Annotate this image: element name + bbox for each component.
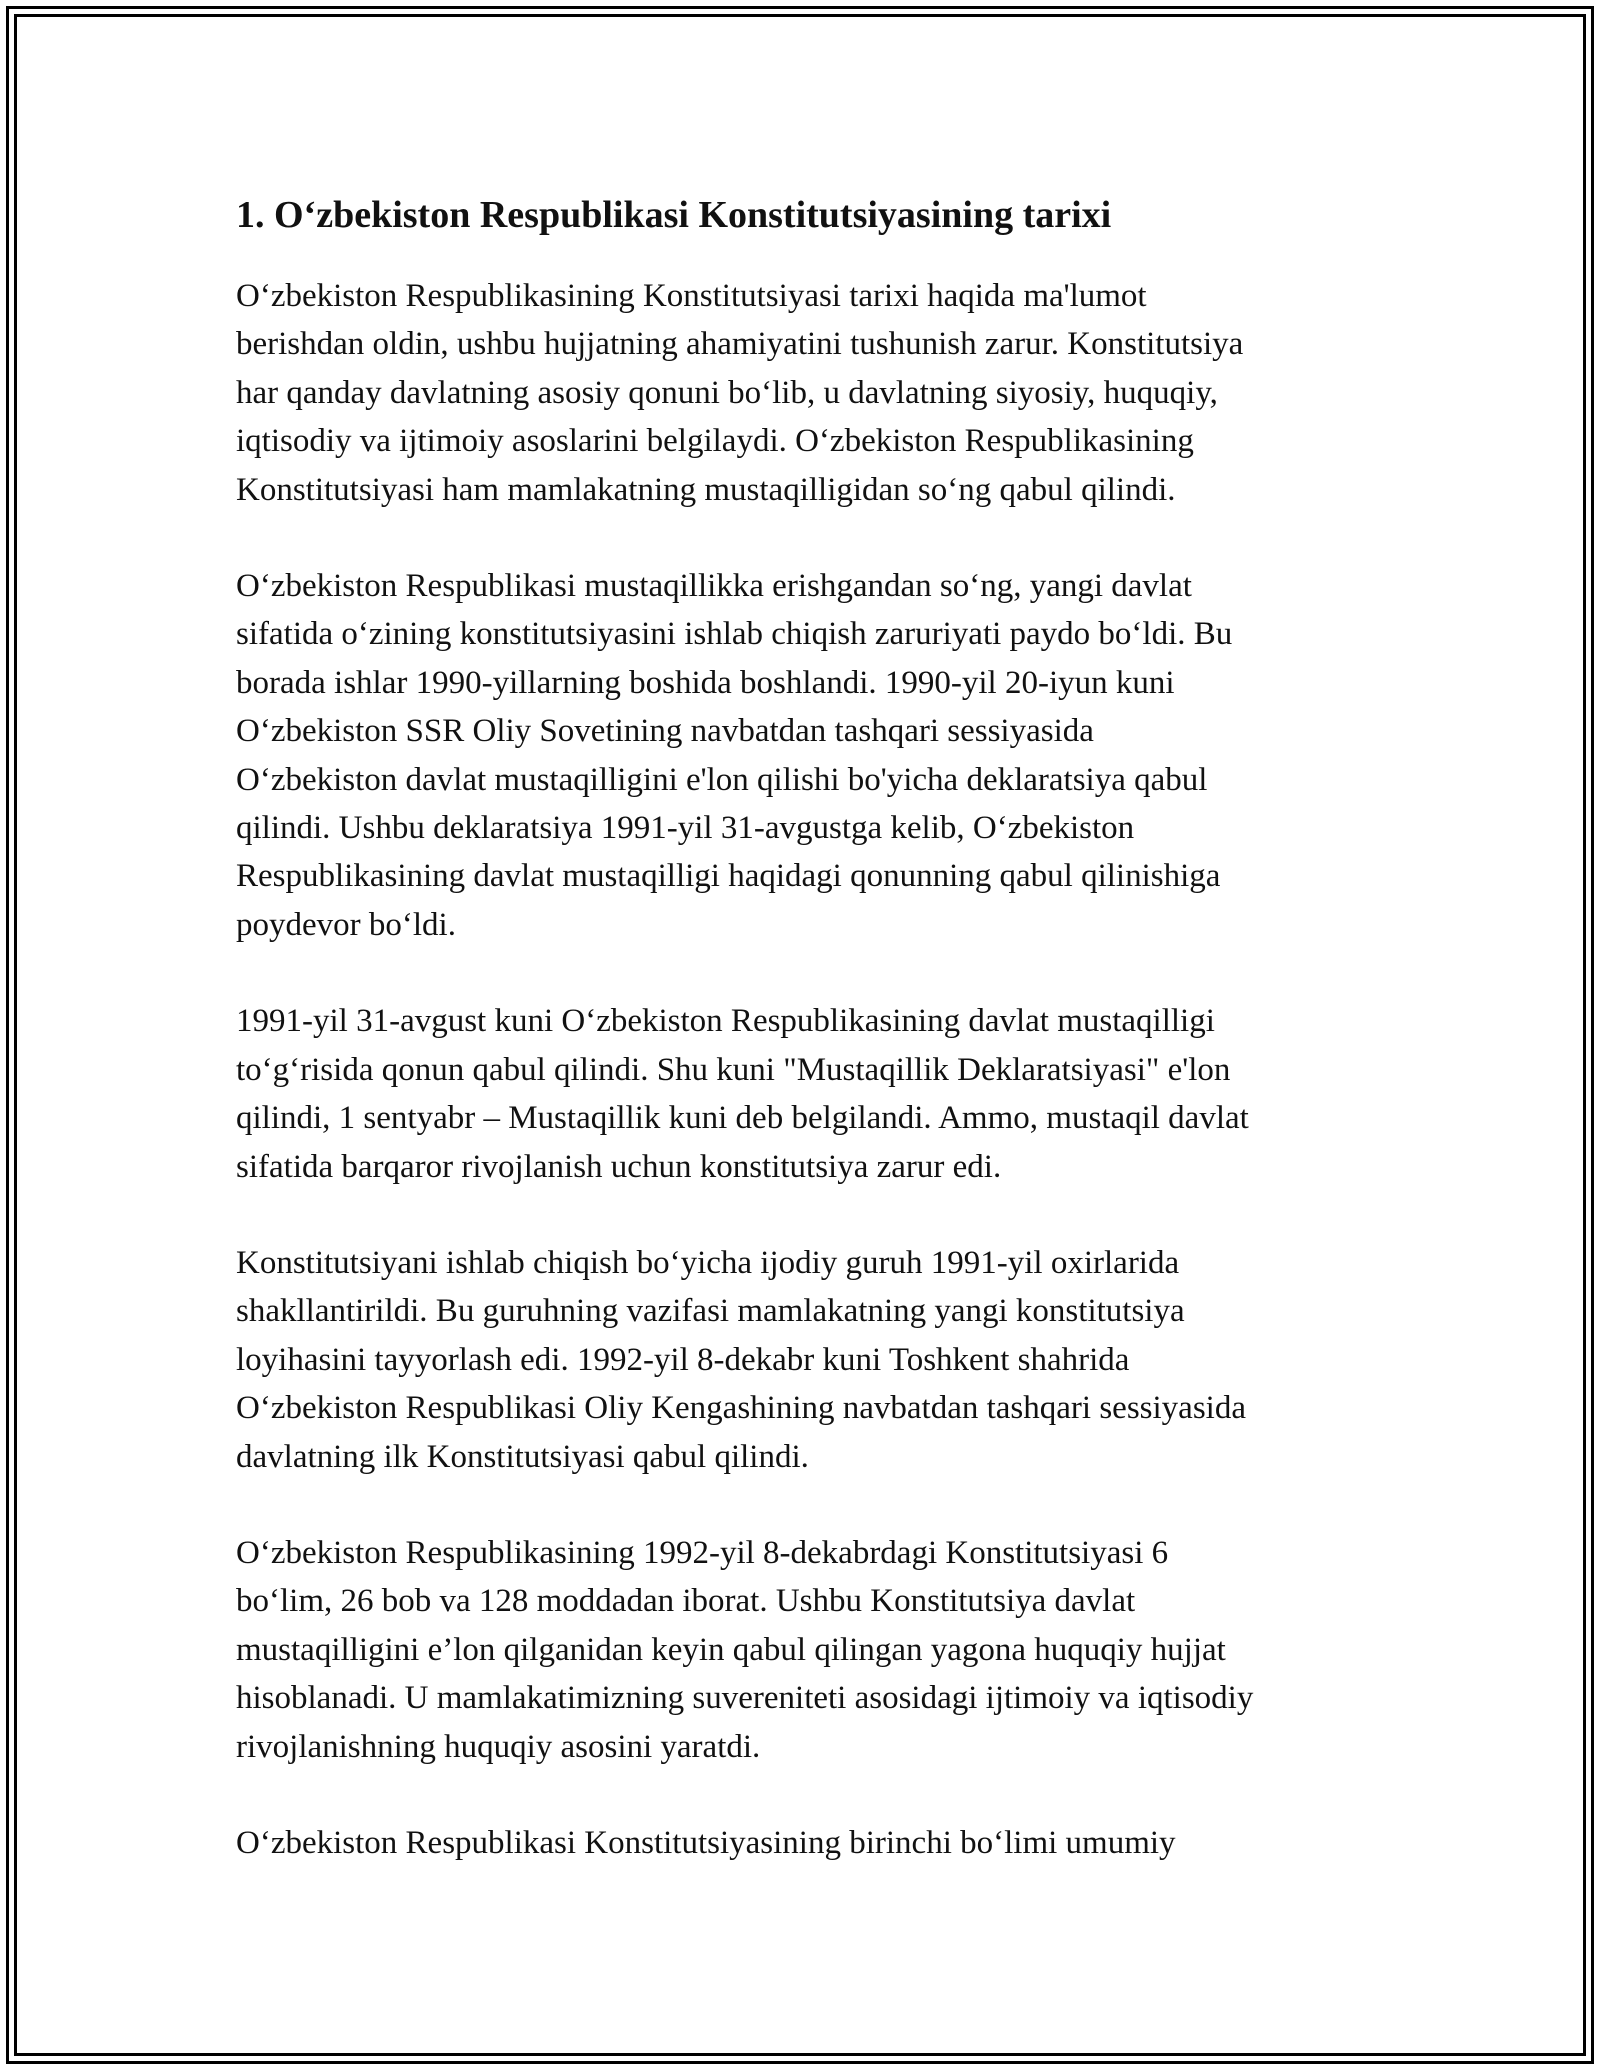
paragraph-3: 1991-yil 31-avgust kuni O‘zbekiston Respublikasining davlat mustaqilligi to‘g‘risida qonun qabul qilindi. Shu kuni "Mustaqillik Deklaratsiyasi" e'lon qilindi, 1 sentyabr – Mustaqillik kuni deb belgilandi. Ammo, mustaqil davlat sifatida barqaror rivojlanish uchun konstitutsiya zarur edi. [236,1003,1249,1185]
document-body [236,188,1376,1915]
page-title: 1. O‘zbekiston Respublikasi Konstitutsiyasining tarixi [236,194,1112,236]
paragraph-1: O‘zbekiston Respublikasining Konstitutsiyasi tarixi haqida ma'lumot berishdan oldin, ushbu hujjatning ahamiyatini tushunish zarur. Konstitutsiya har qanday davlatning asosiy qonuni bo‘lib, u davlatning siyosiy, huquqiy, iqtisodiy va ijtimoiy asoslarini belgilaydi. O‘zbekiston Respublikasining Konstitutsiyasi ham mamlakatning mustaqilligidan so‘ng qabul qilindi. [236,278,1244,508]
paragraph-4: Konstitutsiyani ishlab chiqish bo‘yicha ijodiy guruh 1991-yil oxirlarida shakllantirildi. Bu guruhning vazifasi mamlakatning yangi konstitutsiya loyihasini tayyorlash edi. 1992-yil 8-dekabr kuni Toshkent shahrida O‘zbekiston Respublikasi Oliy Kengashining navbatdan tashqari sessiyasida davlatning ilk Konstitutsiyasi qabul qilindi. [236,1244,1246,1475]
paragraph-5: O‘zbekiston Respublikasining 1992-yil 8-dekabrdagi Konstitutsiyasi 6 bo‘lim, 26 bob va 128 moddadan iborat. Ushbu Konstitutsiya davlat mustaqilligini e’lon qilganidan keyin qabul qilingan yagona huquqiy hujjat hisoblanadi. U mamlakatimizning suvereniteti asosidagi ijtimoiy va iqtisodiy rivojlanishning huquqiy asosini yaratdi. [236,1534,1254,1765]
paragraph-6: O‘zbekiston Respublikasi Konstitutsiyasining birinchi bo‘limi umumiy [236,1824,1176,1861]
paragraph-2: O‘zbekiston Respublikasi mustaqillikka erishgandan so‘ng, yangi davlat sifatida o‘zining konstitutsiyasini ishlab chiqish zaruriyati paydo bo‘ldi. Bu borada ishlar 1990-yillarning boshida boshlandi. 1990-yil 20-iyun kuni O‘zbekiston SSR Oliy Sovetining navbatdan tashqari sessiyasida O‘zbekiston davlat mustaqilligini e'lon qilishi bo'yicha deklaratsiya qabul qilindi. Ushbu deklaratsiya 1991-yil 31-avgustga kelib, O‘zbekiston Respublikasining davlat mustaqilligi haqidagi qonunning qabul qilinishiga poydevor bo‘ldi. [236,568,1233,943]
